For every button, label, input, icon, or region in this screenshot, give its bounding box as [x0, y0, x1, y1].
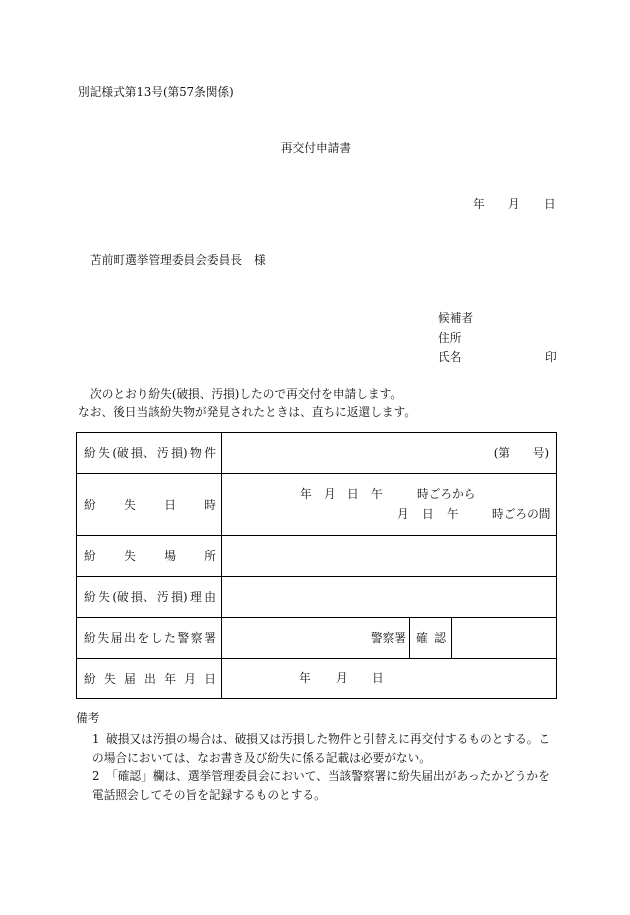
label-glyph: 署 — [204, 631, 216, 645]
report-date-label — [84, 672, 216, 686]
label-glyph: し — [150, 631, 163, 645]
label-glyph: 紛 — [84, 590, 96, 604]
report-year-label: 年 — [299, 671, 311, 685]
to-day-label: 日 — [422, 507, 434, 521]
label-glyph: 損、 — [131, 446, 155, 460]
date-month-label: 月 — [508, 197, 520, 211]
lost-item-number-suffix: 号) — [532, 446, 549, 460]
remarks-heading: 備考 — [76, 711, 100, 725]
seal-mark: 印 — [545, 350, 557, 364]
label-glyph: 届 — [124, 671, 136, 686]
date-year-label: 年 — [473, 197, 485, 211]
report-date-label-cell — [77, 659, 222, 698]
police-report-label — [84, 631, 216, 645]
label-glyph: 出 — [144, 671, 156, 686]
to-period-label: 午 — [447, 507, 459, 521]
report-date-value-cell — [222, 659, 556, 698]
label-glyph: 紛 — [84, 631, 96, 645]
police-report-label-cell — [77, 618, 222, 658]
label-glyph: 汚 — [157, 590, 169, 604]
from-day-label: 日 — [347, 487, 359, 501]
lost-item-number-prefix: (第 — [493, 446, 510, 460]
from-month-label: 月 — [324, 487, 336, 501]
report-day-label: 日 — [372, 671, 384, 685]
label-glyph: 確 — [416, 631, 428, 645]
label-glyph: を — [137, 631, 150, 645]
lost-reason-label — [84, 590, 216, 604]
label-glyph: 由 — [204, 590, 216, 604]
police-station-suffix: 警察署 — [370, 631, 406, 645]
label-glyph: 出 — [124, 631, 136, 645]
label-glyph: 失 — [104, 671, 116, 686]
label-glyph: 汚 — [157, 446, 169, 460]
statement-return-pledge-text: なお、後日当該紛失物が発見されたときは、直ちに返還します。 — [78, 405, 417, 419]
label-glyph: 場 — [164, 549, 176, 563]
label-glyph: 件 — [204, 446, 216, 460]
label-glyph: 警 — [177, 631, 190, 645]
from-hour-suffix: 時ごろから — [417, 487, 476, 501]
label-glyph: 紛 — [84, 671, 96, 686]
label-glyph: (破 — [112, 446, 129, 460]
label-glyph: 紛 — [84, 446, 96, 460]
addressee-honorific: 様 — [254, 253, 266, 267]
confirm-label — [416, 631, 446, 645]
lost-reason-label-cell — [77, 577, 222, 617]
label-glyph: 日 — [164, 497, 176, 512]
label-glyph: 紛 — [84, 549, 96, 563]
document-title: 再交付申請書 — [280, 141, 352, 155]
label-glyph: 理 — [190, 590, 202, 604]
lost-place-label — [84, 549, 216, 563]
label-glyph: 時 — [204, 497, 216, 512]
label-glyph: 失 — [124, 497, 136, 512]
lost-reason-value-cell — [222, 577, 556, 617]
table-row-report-date — [77, 659, 556, 698]
table-row-lost-place — [77, 536, 556, 577]
label-glyph: 認 — [434, 631, 446, 645]
applicant-name-label: 氏名 — [438, 350, 462, 364]
label-glyph: た — [164, 631, 176, 645]
label-glyph: 失 — [98, 590, 110, 604]
label-glyph: 失 — [124, 549, 136, 563]
confirm-box — [452, 618, 556, 658]
lost-item-label-cell — [77, 433, 222, 473]
label-glyph: 失 — [97, 631, 110, 645]
statement-request-text: 次のとおり紛失(破損、汚損)したので再交付を申請します。 — [90, 387, 403, 401]
label-glyph: 察 — [190, 631, 203, 645]
report-month-label: 月 — [336, 671, 348, 685]
remark-item — [92, 730, 558, 767]
applicant-role-label: 候補者 — [438, 311, 474, 325]
table-row-lost-datetime — [77, 474, 556, 536]
label-glyph: 紛 — [84, 497, 96, 512]
addressee-name: 苫前町選挙管理委員会委員長 — [90, 253, 242, 267]
lost-datetime-label — [84, 498, 216, 512]
remark-item — [92, 767, 558, 804]
remark-number: 2 — [92, 769, 100, 783]
label-glyph: 月 — [184, 671, 196, 686]
lost-datetime-value-cell — [222, 474, 556, 535]
label-glyph: (破 — [112, 590, 129, 604]
remark-text: 「確認」欄は、選挙管理委員会において、当該警察署に紛失届出があったかどうかを電話照会してその旨を記録するものとする。 — [92, 769, 550, 802]
label-glyph: 損) — [171, 590, 188, 604]
to-month-label: 月 — [397, 507, 409, 521]
applicant-address-label: 住所 — [438, 331, 462, 345]
label-glyph: 所 — [204, 549, 216, 563]
label-glyph: 届 — [110, 631, 123, 645]
label-glyph: 失 — [98, 446, 110, 460]
remark-number: 1 — [92, 732, 100, 746]
label-glyph: 損) — [171, 446, 188, 460]
form-reference: 別記様式第13号(第57条関係) — [78, 85, 234, 99]
lost-item-label — [84, 446, 216, 460]
label-glyph: 日 — [204, 671, 216, 686]
lost-datetime-label-cell — [77, 474, 222, 535]
label-glyph: 年 — [164, 671, 176, 686]
table-row-lost-item — [77, 433, 556, 474]
label-glyph: 物 — [190, 446, 202, 460]
application-table — [76, 432, 557, 699]
lost-place-label-cell — [77, 536, 222, 576]
table-row-lost-reason — [77, 577, 556, 618]
to-hour-suffix: 時ごろの間 — [492, 507, 551, 521]
remark-text: 破損又は汚損の場合は、破損又は汚損した物件と引替えに再交付するものとする。この場合においては、なお書き及び紛失に係る記載は必要がない。 — [92, 732, 551, 765]
lost-place-value-cell — [222, 536, 556, 576]
date-day-label: 日 — [544, 197, 556, 211]
table-row-police-report — [77, 618, 556, 659]
confirm-label-cell — [410, 618, 452, 658]
label-glyph: 損、 — [131, 590, 155, 604]
from-period-label: 午 — [371, 487, 383, 501]
police-station-cell — [222, 618, 410, 658]
lost-item-value-cell — [222, 433, 556, 473]
from-year-label: 年 — [300, 487, 312, 501]
